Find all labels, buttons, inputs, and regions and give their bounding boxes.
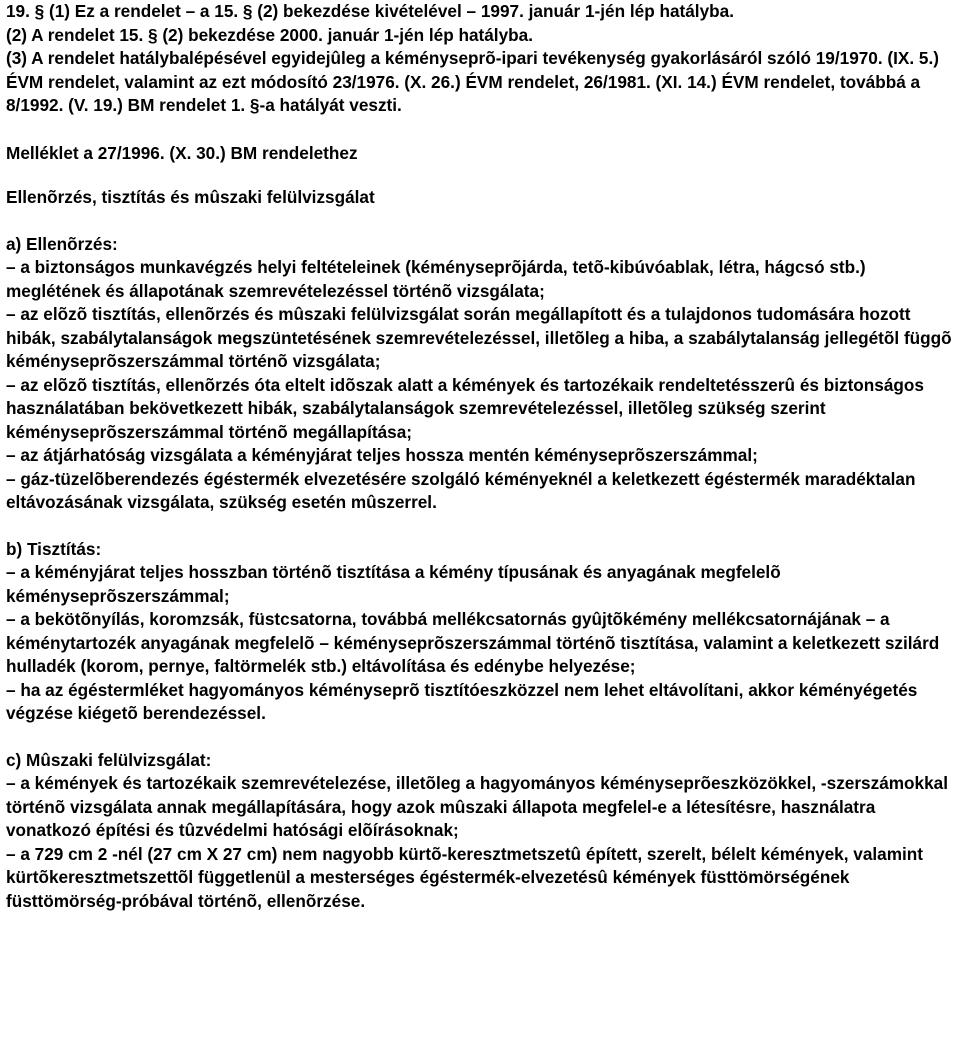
section-a-item-4: – az átjárhatóság vizsgálata a kéményjárat teljes hossza mentén kéményseprõszerszámmal; <box>6 445 758 465</box>
section-a-item-3: – az elõzõ tisztítás, ellenõrzés óta eltelt idõszak alatt a kémények és tartozékaik rendeltetésszerû és biztonságos használatában bekövetkezett hibák, szabálytalanságok szemrevételezéssel, illetõleg szükség szerint kéményseprõszerszámmal történõ megállapítása; <box>6 374 924 442</box>
annex-title: Melléklet a 27/1996. (X. 30.) BM rendelethez <box>6 142 358 163</box>
section-a-item-5: – gáz-tüzelõberendezés égéstermék elvezetésére szolgáló kéményeknél a keletkezett égéstermék maradéktalan eltávozásának vizsgálata, szükség esetén mûszerrel. <box>6 468 916 512</box>
section-a-item-1: – a biztonságos munkavégzés helyi feltételeinek (kéményseprõjárda, tetõ-kibúvóablak, létra, hágcsó stb.) meglétének és állapotának szemrevételezéssel történõ vizsgálata; <box>6 257 866 301</box>
section-a <box>6 233 958 515</box>
annex-subtitle-block <box>6 186 958 210</box>
section-b <box>6 538 958 726</box>
section-b-item-1: – a kéményjárat teljes hosszban történõ tisztítása a kémény típusának és anyagának megfelelõ kéményseprõszerszámmal; <box>6 562 781 606</box>
annex-header <box>6 142 958 166</box>
annex-subtitle: Ellenõrzés, tisztítás és mûszaki felülvizsgálat <box>6 187 375 207</box>
section-c-item-1: – a kémények és tartozékaik szemrevételezése, illetõleg a hagyományos kéményseprõeszközökkel, -szerszámokkal történõ vizsgálata annak megállapítására, hogy azok mûszaki állapota megfelel-e a létesítésre, használatra vonatkozó építési és tûzvédelmi hatósági elõírásoknak; <box>6 773 948 840</box>
section-c <box>6 749 958 914</box>
section-b-item-3: – ha az égéstermléket hagyományos kéményseprõ tisztítóeszközzel nem lehet eltávolítani, akkor kéményégetés végzése kiégetõ berendezéssel. <box>6 679 918 723</box>
section-a-item-2: – az elõzõ tisztítás, ellenõrzés és mûszaki felülvizsgálat során megállapított és a tulajdonos tudomására hozott hibák, szabálytalanságok megszüntetésének szemrevételezéssel, illetõleg a hiba, a szabálytalanság jellegétõl függõ kéményseprõszerszámmal történõ vizsgálata; <box>6 304 952 371</box>
section-b-item-2: – a bekötõnyílás, koromzsák, füstcsatorna, továbbá mellékcsatornás gyûjtõkémény mellékcsatornájának – a kéménytartozék anyagának megfelelõ – kéményseprõszerszámmal történõ tisztítása, valamint a keletkezett szilárd hulladék (korom, pernye, faltörmelék stb.) eltávolítása és edénybe helyezése; <box>6 609 940 676</box>
section-a-heading: a) Ellenõrzés: <box>6 233 118 254</box>
para19-line-3: (3) A rendelet hatálybalépésével egyidejûleg a kéményseprõ-ipari tevékenység gyakorlásáról szóló 19/1970. (IX. 5.) ÉVM rendelet, valamint az ezt módosító 23/1976. (X. 26.) ÉVM rendelet, 26/1981. (XI. 14.) ÉVM rendelet, továbbá a 8/1992. (V. 19.) BM rendelet 1. §-a hatályát veszti. <box>6 48 939 115</box>
para19-line-2: (2) A rendelet 15. § (2) bekezdése 2000. január 1-jén lép hatályba. <box>6 24 533 45</box>
section-c-heading: c) Mûszaki felülvizsgálat: <box>6 749 212 770</box>
paragraph-19 <box>6 0 958 118</box>
section-b-heading: b) Tisztítás: <box>6 538 102 559</box>
para19-line-1: 19. § (1) Ez a rendelet – a 15. § (2) bekezdése kivételével – 1997. január 1-jén lép hatályba. <box>6 1 734 21</box>
section-c-item-2: – a 729 cm 2 -nél (27 cm X 27 cm) nem nagyobb kürtõ-keresztmetszetû épített, szerelt, bélelt kémények, valamint kürtõkeresztmetszettõl függetlenül a mesterséges égéstermék-elvezetésû kémények füsttömörségének füsttömörség-próbával történõ, ellenõrzése. <box>6 843 924 911</box>
